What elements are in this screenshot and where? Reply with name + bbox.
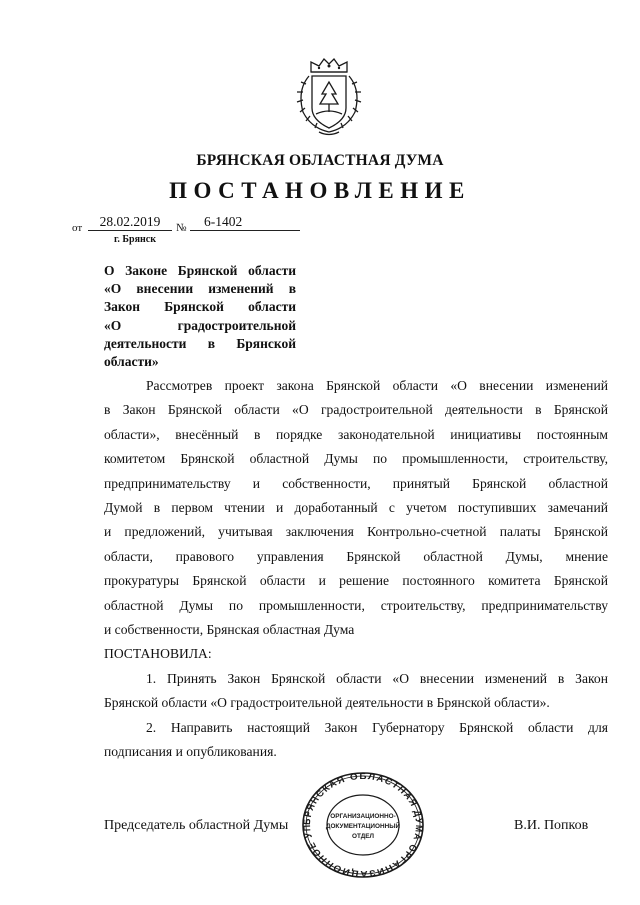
city-label: г. Брянск (114, 234, 156, 245)
stamp-inner-line: ДОКУМЕНТАЦИОННЫЙ (325, 823, 401, 830)
title-line: «О внесении изменений в (104, 281, 296, 297)
stamp-inner-line: ОТДЕЛ (351, 833, 375, 840)
title-line: О Законе Брянской области (104, 263, 296, 278)
preamble-line: прокуратуры Брянской области и решение постоянного комитета Брянской (104, 573, 608, 589)
document-title (104, 262, 296, 371)
signatory-name: В.И. Попков (514, 818, 589, 833)
preamble-line: Думой в первом чтении и доработанный с учетом поступивших замечаний (104, 500, 608, 516)
item-1 (104, 667, 608, 716)
title-line: «О градостроительной (104, 317, 296, 333)
preamble-line: комитетом Брянской областной Думы по промышленности, строительству, (104, 451, 608, 467)
item-line: 1. Принять Закон Брянской области «О внесении изменений в Закон (146, 670, 608, 686)
preamble-line: в Закон Брянской области «О градостроительной деятельности в Брянской (104, 402, 608, 418)
coat-of-arms-emblem (289, 56, 369, 138)
preamble-line: предпринимательству и собственности, принятый Брянской областной (104, 475, 608, 491)
resolved-heading: ПОСТАНОВИЛА: (104, 646, 212, 662)
preamble-line: области, правового управления Брянской областной Думы, мнение (104, 548, 608, 564)
item-2 (104, 716, 608, 765)
stamp-inner-line: ОРГАНИЗАЦИОННО- (330, 813, 396, 820)
preamble-line: и предложений, учитывая заключения Контрольно-счетной палаты Брянской (104, 524, 608, 540)
title-line: деятельности в Брянской (104, 335, 296, 351)
organization-name: БРЯНСКАЯ ОБЛАСТНАЯ ДУМА (196, 152, 444, 169)
signatory-position: Председатель областной Думы (104, 818, 289, 833)
item-line: подписания и опубликования. (104, 744, 277, 760)
stamp-ring-text: БРЯНСКАЯ ОБЛАСТНАЯ ДУМА ОРГАНИЗАЦИОННОЕ УП (301, 771, 425, 879)
preamble-line: и собственности, Брянская областная Дума (104, 622, 355, 638)
preamble-line: областной Думы по промышленности, строительству, предпринимательству (104, 597, 608, 613)
preamble-paragraph (104, 374, 608, 642)
official-stamp (294, 770, 432, 880)
number-label: № (176, 222, 187, 234)
title-line: области» (104, 354, 159, 370)
preamble-line: Рассмотрев проект закона Брянской области «О внесении изменений (146, 378, 608, 393)
document-body (104, 374, 608, 765)
title-line: Закон Брянской области (104, 299, 296, 315)
item-line: Брянской области «О градостроительной деятельности в Брянской области». (104, 695, 550, 711)
document-date: 28.02.2019 (88, 214, 172, 231)
from-label: от (72, 222, 83, 234)
preamble-line: области», внесённый в порядке законодательной инициативы постоянным (104, 426, 608, 442)
document-number: 6-1402 (190, 214, 300, 231)
item-line: 2. Направить настоящий Закон Губернатору Брянской области для (146, 719, 608, 735)
document-type-heading: ПОСТАНОВЛЕНИЕ (169, 178, 471, 203)
